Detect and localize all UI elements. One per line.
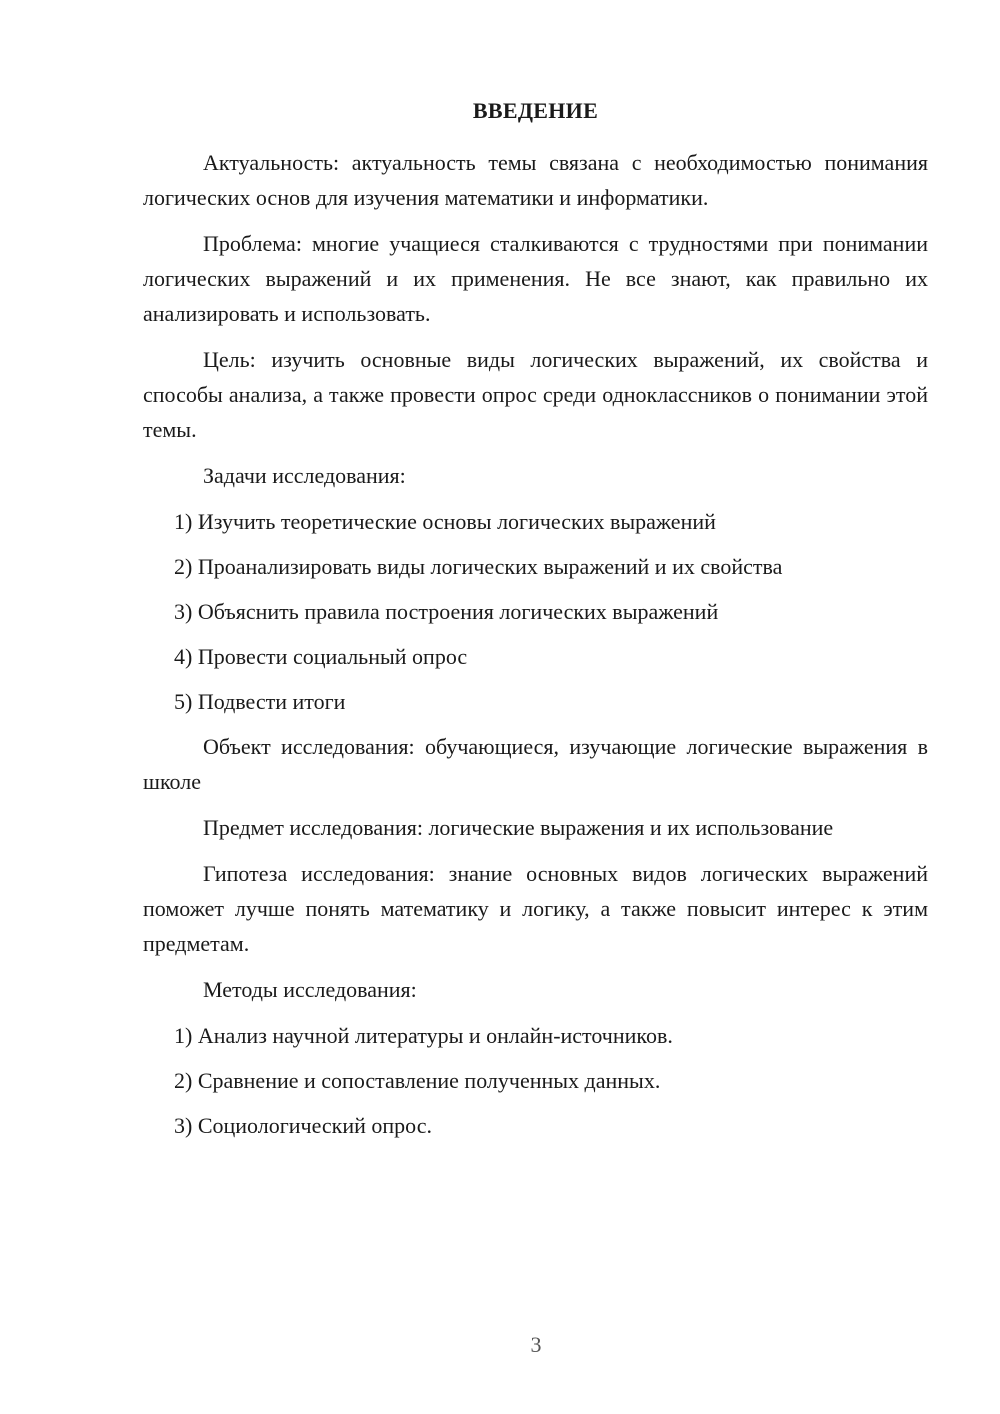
goal-paragraph: Цель: изучить основные виды логических выражений, их свойства и способы анализа, а также провести опрос среди одноклассников о понимании этой темы. [143,347,928,442]
methods-heading: Методы исследования: [203,977,417,1002]
method-item: 1) Анализ научной литературы и онлайн-источников. [174,1023,673,1048]
tasks-heading: Задачи исследования: [203,463,406,488]
subject-paragraph: Предмет исследования: логические выражения и их использование [203,815,834,840]
object-paragraph: Объект исследования: обучающиеся, изучающие логические выражения в школе [143,734,928,794]
page-number: 3 [530,1332,542,1357]
method-item: 3) Социологический опрос. [174,1113,432,1138]
section-title: ВВЕДЕНИЕ [472,98,599,123]
page-content [143,94,928,1153]
task-item: 1) Изучить теоретические основы логических выражений [174,509,716,534]
task-item: 3) Объяснить правила построения логических выражений [174,599,719,624]
task-item: 5) Подвести итоги [174,689,346,714]
problem-paragraph: Проблема: многие учащиеся сталкиваются с трудностями при понимании логических выражений и их применения. Не все знают, как правильно их анализировать и использовать. [143,231,928,326]
relevance-paragraph: Актуальность: актуальность темы связана с необходимостью понимания логических основ для изучения математики и информатики. [143,150,928,210]
hypothesis-paragraph: Гипотеза исследования: знание основных видов логических выражений поможет лучше понять математику и логику, а также повысит интерес к этим предметам. [143,861,928,956]
task-item: 2) Проанализировать виды логических выражений и их свойства [174,554,783,579]
method-item: 2) Сравнение и сопоставление полученных данных. [174,1068,661,1093]
task-item: 4) Провести социальный опрос [174,644,468,669]
